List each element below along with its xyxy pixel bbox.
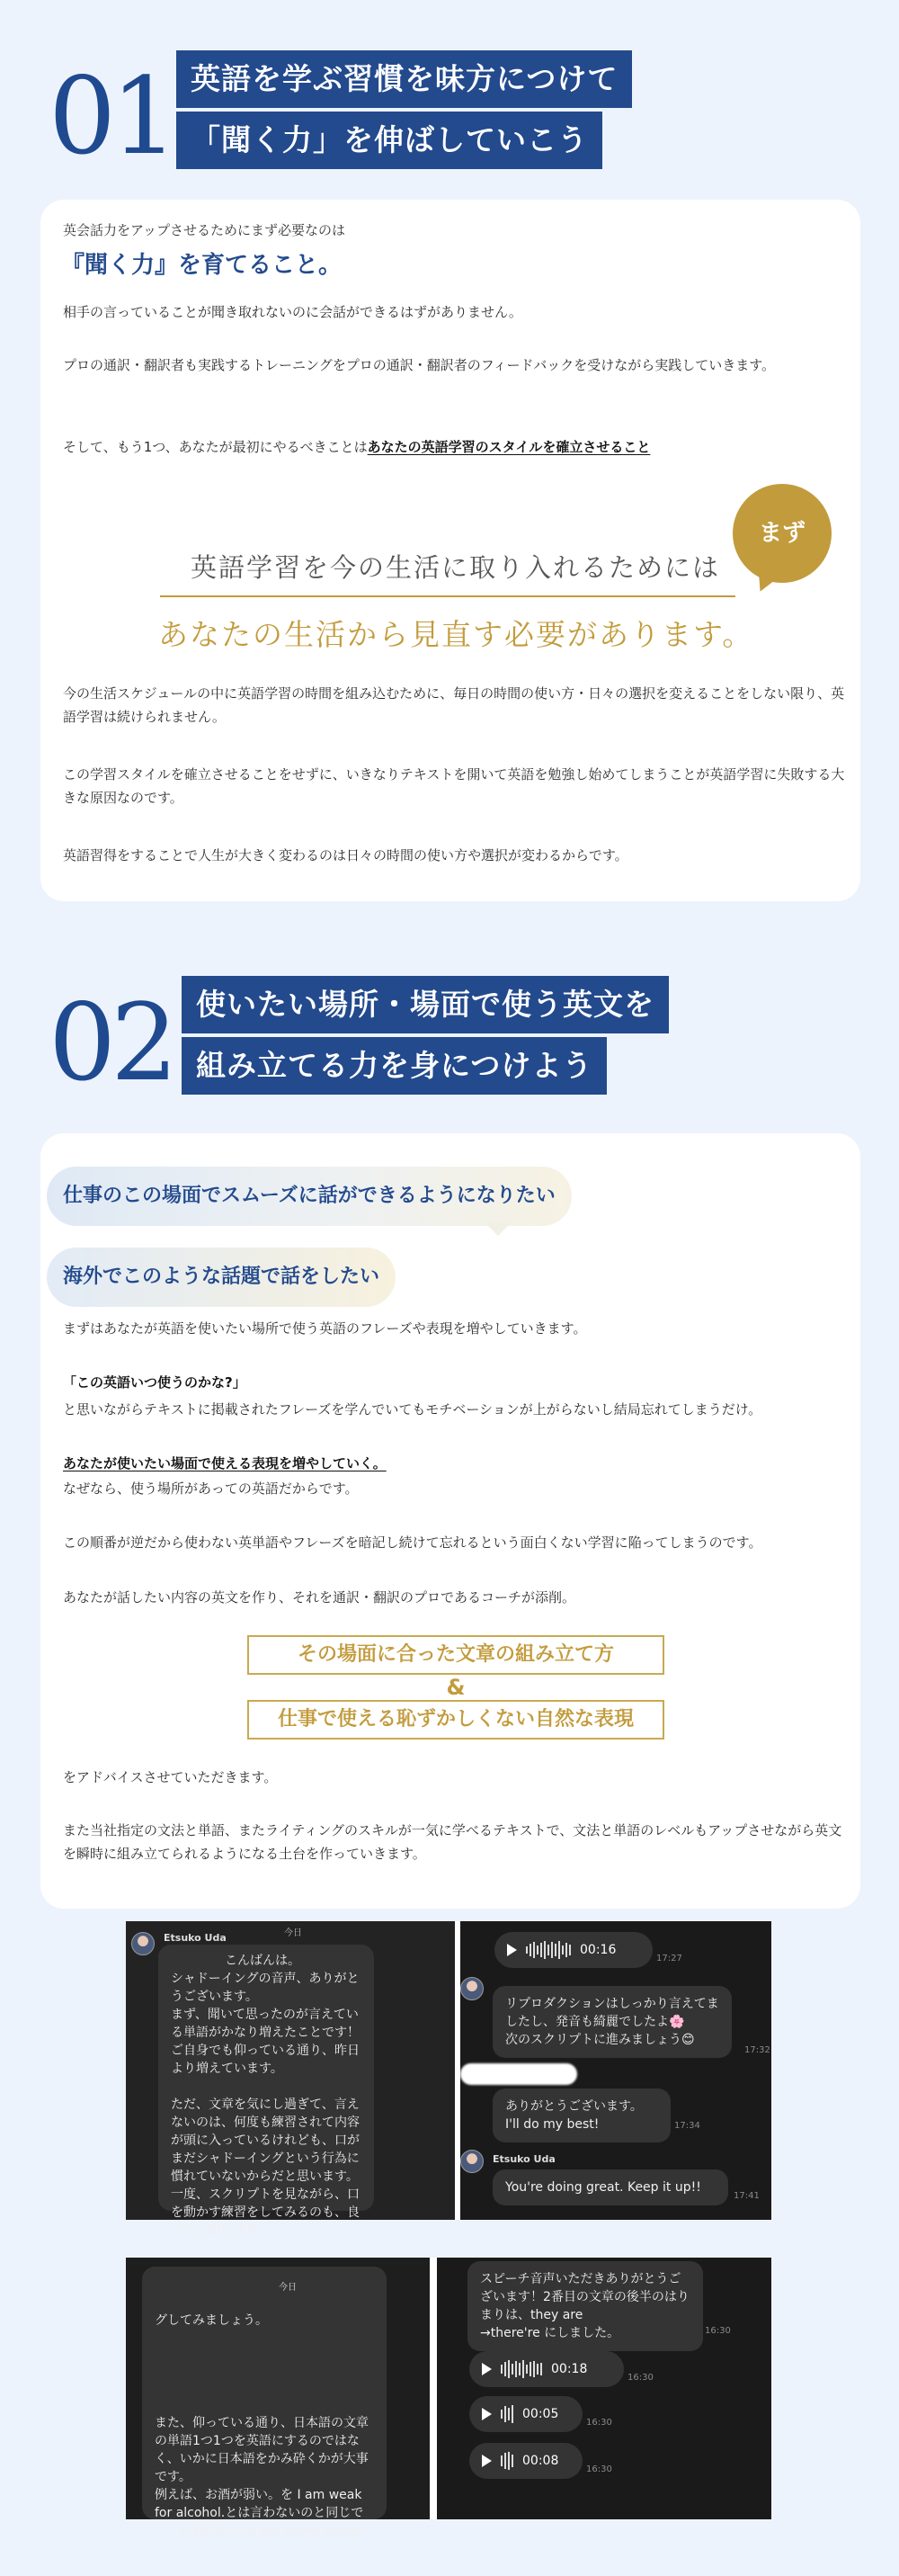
voice-duration: 00:16: [580, 1943, 617, 1957]
redacted-name: [460, 2063, 577, 2085]
chat-message-top: グしてみましょう。: [155, 2313, 268, 2328]
lead-text: 英会話力をアップさせるためにまず必要なのは: [63, 222, 345, 238]
chat-message: ありがとうございます。 I'll do my best!: [493, 2089, 671, 2142]
section-heading-line1: 使いたい場所・場面で使う英文を: [182, 976, 669, 1033]
paragraph: なぜなら、使う場所があっての英語だからです。: [63, 1480, 359, 1497]
paragraph-prefix: そして、もう1つ、あなたが最初にやるべきことは: [63, 439, 368, 455]
timestamp: 16:30: [586, 2464, 612, 2474]
voice-duration: 00:08: [522, 2454, 559, 2468]
waveform-icon: [501, 2405, 513, 2423]
waveform-icon: [501, 2360, 542, 2378]
ampersand: &: [446, 1675, 466, 1700]
paragraph: プロの通訳・翻訳者も実践するトレーニングをプロの通訳・翻訳者のフィードバックを受けながら実践していきます。: [63, 357, 776, 373]
wish-bubble: 海外でこのような話題で話をしたい: [47, 1248, 396, 1307]
paragraph: [63, 435, 845, 459]
play-icon[interactable]: [507, 1944, 517, 1956]
chat-message: スピーチ音声いただきありがとうございます！2番目の文章の後半のはりまりは、they are →there're にしました。: [467, 2261, 703, 2351]
paragraph: と思いながらテキストに掲載されたフレーズを学んでいてもモチベーションが上がらないし結局忘れてしまうだけ。: [63, 1401, 762, 1418]
waveform-icon: [526, 1941, 571, 1959]
sender-name: Etsuko Uda: [493, 2153, 556, 2165]
waveform-icon: [501, 2452, 513, 2470]
chat-divider: [430, 2258, 437, 2519]
sub-heading: 英語学習を今の生活に取り入れるためには: [191, 552, 721, 583]
paragraph: 相手の言っていることが聞き取れないのに会話ができるはずがありません。: [63, 304, 522, 320]
paragraph: をアドバイスさせていただきます。: [63, 1769, 278, 1785]
lead-emphasis: 『聞く力』を育てること。: [61, 252, 343, 279]
section-heading-line1: 英語を学ぶ習慣を味方につけて: [176, 50, 632, 108]
play-icon[interactable]: [482, 2408, 492, 2420]
timestamp: 17:34: [674, 2121, 700, 2131]
section-number: 02: [49, 980, 174, 1105]
voice-duration: 00:05: [522, 2407, 559, 2421]
quote-text: 「この英語いつ使うのかな?」: [63, 1374, 246, 1391]
paragraph: あなたが話したい内容の英文を作り、それを通訳・翻訳のプロであるコーチが添削。: [63, 1589, 576, 1606]
advice-box: 仕事で使える恥ずかしくない自然な表現: [247, 1700, 664, 1740]
advice-box: その場面に合った文章の組み立て方: [247, 1635, 664, 1675]
gold-rule: [160, 595, 735, 597]
paragraph: 英語習得をすることで人生が大きく変わるのは日々の時間の使い方や選択が変わるからです。: [63, 847, 628, 863]
timestamp: 17:32: [744, 2045, 770, 2055]
section-heading-line2: 組み立てる力を身につけよう: [182, 1037, 607, 1095]
paragraph: この学習スタイルを確立させることをせずに、いきなりテキストを開いて英語を勉強し始めてしまうことが英語学習に失敗する大きな原因なのです。: [63, 766, 845, 806]
section-number: 01: [49, 54, 174, 178]
chat-message: リプロダクションはしっかり言えてましたし、発音も綺麗でしたよ🌸 次のスクリプトに進みましょう😊: [493, 1986, 732, 2058]
wish-bubble: 仕事のこの場面でスムーズに話ができるようになりたい: [47, 1167, 572, 1226]
chat-date: 今日: [279, 2283, 297, 2293]
chat-screenshot-1: [126, 1921, 771, 2238]
avatar: [460, 2150, 484, 2173]
voice-message[interactable]: [469, 2396, 583, 2432]
section-heading-line2: 「聞く力」を伸ばしていこう: [176, 112, 602, 169]
timestamp: 16:30: [628, 2373, 654, 2383]
chat-screenshot-2: [126, 2258, 771, 2538]
chat-message: こんばんは。 シャドーイングの音声、ありがとうございます。 まず、聞いて思ったのが言えている単語がかなり増えたことです！ご自身でも仰っている通り、昨日より増えています。 ただ、文章を気にし過ぎて、言えないのは、何度も練習されて内容が頭に入っているけれども、口がまだシャドーイングという行為に慣れていないからだと思います。 一度、スクリプトを見ながら、口を動かす練習をしてみるのも、良いかと思います。: [158, 1945, 374, 2211]
chat-date: 今日: [284, 1928, 302, 1938]
chat-message: You're doing great. Keep it up!!: [493, 2169, 728, 2205]
chat-divider: [455, 1921, 460, 2220]
voice-message[interactable]: [494, 1932, 653, 1968]
voice-duration: 00:18: [551, 2362, 588, 2376]
timestamp: 17:41: [734, 2191, 760, 2201]
paragraph: 今の生活スケジュールの中に英語学習の時間を組み込むために、毎日の時間の使い方・日々の選択を変えることをしない限り、英語学習は続けられません。: [63, 685, 845, 725]
play-icon[interactable]: [482, 2363, 492, 2375]
chat-message: [142, 2267, 387, 2538]
timestamp: 17:27: [656, 1954, 682, 1963]
paragraph: まずはあなたが英語を使いたい場所で使う英語のフレーズや表現を増やしていきます。: [63, 1320, 587, 1337]
voice-message[interactable]: [469, 2351, 624, 2387]
timestamp: 16:30: [586, 2418, 612, 2428]
style-emphasis: あなたの英語学習のスタイルを確立させること: [367, 439, 651, 455]
timestamp: 16:30: [705, 2326, 731, 2336]
gold-heading: あなたの生活から見直す必要があります。: [158, 617, 754, 652]
voice-message[interactable]: [469, 2443, 583, 2479]
mazu-badge: まず: [733, 484, 832, 583]
avatar: [460, 1977, 484, 2000]
emphasis-text: あなたが使いたい場面で使える表現を増やしていく。: [63, 1455, 387, 1471]
avatar: [131, 1932, 155, 1955]
bubble-tail: [485, 1223, 511, 1236]
play-icon[interactable]: [482, 2455, 492, 2467]
paragraph: また当社指定の文法と単語、またライティングのスキルが一気に学べるテキストで、文法と単語のレベルもアップさせながら英文を瞬時に組み立てられるようになる土台を作っていきます。: [63, 1822, 842, 1862]
sender-name: Etsuko Uda: [164, 1932, 227, 1944]
chat-message-body: また、仰っている通り、日本語の文章の単語1つ1つを英語にするのではなく、いかに日本語をかみ砕くかが大事です。 例えば、お酒が弱い。を I am weak for alcohol.とは言わないのと同じです。お酒が弱い→I get drunk easily.: [155, 2416, 369, 2538]
paragraph: この順番が逆だから使わない英単語やフレーズを暗記し続けて忘れるという面白くない学習に陥ってしまうのです。: [63, 1534, 762, 1551]
